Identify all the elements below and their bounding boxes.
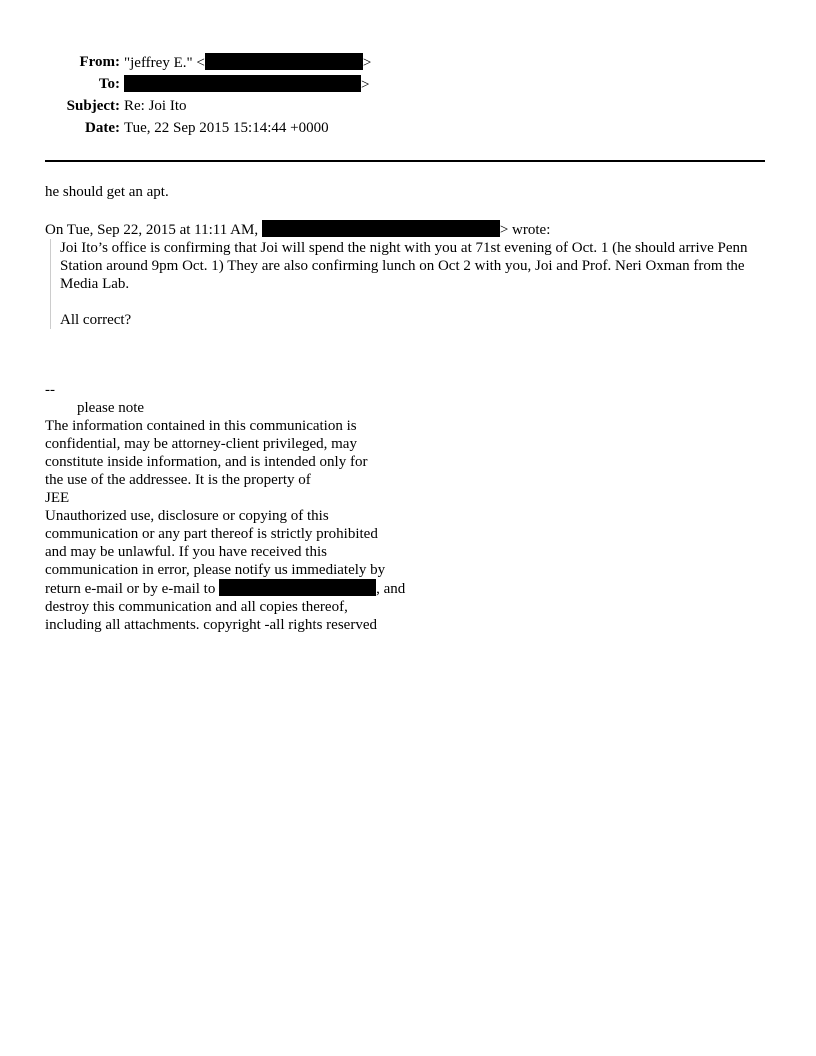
disclaimer-line: destroy this communication and all copies thereof, (45, 599, 348, 615)
quoted-closing: All correct? (60, 312, 132, 328)
date-value: Tue, 22 Sep 2015 15:14:44 +0000 (124, 120, 329, 136)
message-body (45, 183, 770, 329)
email-line-prefix: return e-mail or by e-mail to (45, 581, 216, 597)
subject-value: Re: Joi Ito (124, 98, 187, 114)
from-suffix: > (362, 55, 372, 71)
disclaimer-line: constitute inside information, and is intended only for (45, 454, 368, 470)
quote-attribution-suffix: > wrote: (499, 222, 551, 238)
signature-note: please note (77, 400, 145, 416)
disclaimer-line: and may be unlawful. If you have received this (45, 544, 327, 560)
header-divider (45, 160, 765, 162)
quote-attribution (45, 220, 770, 239)
redacted-disclaimer-email (219, 579, 376, 596)
disclaimer-line: confidential, may be attorney-client privileged, may (45, 436, 357, 452)
subject-label: Subject: (66, 98, 120, 114)
redacted-quote-sender (262, 220, 500, 237)
redacted-to-email (124, 75, 361, 92)
to-suffix: > (361, 77, 370, 93)
quoted-spacer (60, 293, 771, 311)
disclaimer-line: communication in error, please notify us immediately by (45, 562, 386, 578)
disclaimer-line: Unauthorized use, disclosure or copying of this (45, 508, 329, 524)
redacted-from-email (205, 53, 363, 70)
to-value (124, 75, 369, 94)
quoted-paragraph: Joi Ito’s office is confirming that Joi will spend the night with you at 71st evening of Oct. 1 (he should arrive Penn Station around 9pm Oct. 1) They are also confirming lunch on Oct 2 with you, Joi and Prof. Neri Oxman from the Media Lab. (60, 240, 748, 292)
signature-separator: -- (45, 382, 55, 398)
disclaimer-email-line (45, 579, 465, 598)
disclaimer-line: communication or any part thereof is strictly prohibited (45, 526, 378, 542)
disclaimer-line: The information contained in this communication is (45, 418, 357, 434)
date-row (0, 119, 816, 141)
from-label: From: (79, 54, 120, 70)
reply-text: he should get an apt. (45, 184, 169, 200)
disclaimer-line: JEE (45, 490, 70, 506)
to-label: To: (98, 76, 120, 92)
from-value (124, 53, 371, 72)
date-label: Date: (85, 120, 120, 136)
subject-row (0, 97, 816, 119)
quote-attribution-prefix: On Tue, Sep 22, 2015 at 11:11 AM, (45, 222, 259, 238)
from-name: "jeffrey E." < (124, 55, 205, 71)
email-header (0, 53, 816, 141)
disclaimer-line: including all attachments. copyright -all rights reserved (45, 617, 377, 633)
to-row (0, 75, 816, 97)
email-line-suffix: , and (376, 581, 406, 597)
from-row (0, 53, 816, 75)
signature-block (45, 381, 465, 634)
quoted-message (50, 239, 771, 329)
disclaimer-line: the use of the addressee. It is the property of (45, 472, 311, 488)
